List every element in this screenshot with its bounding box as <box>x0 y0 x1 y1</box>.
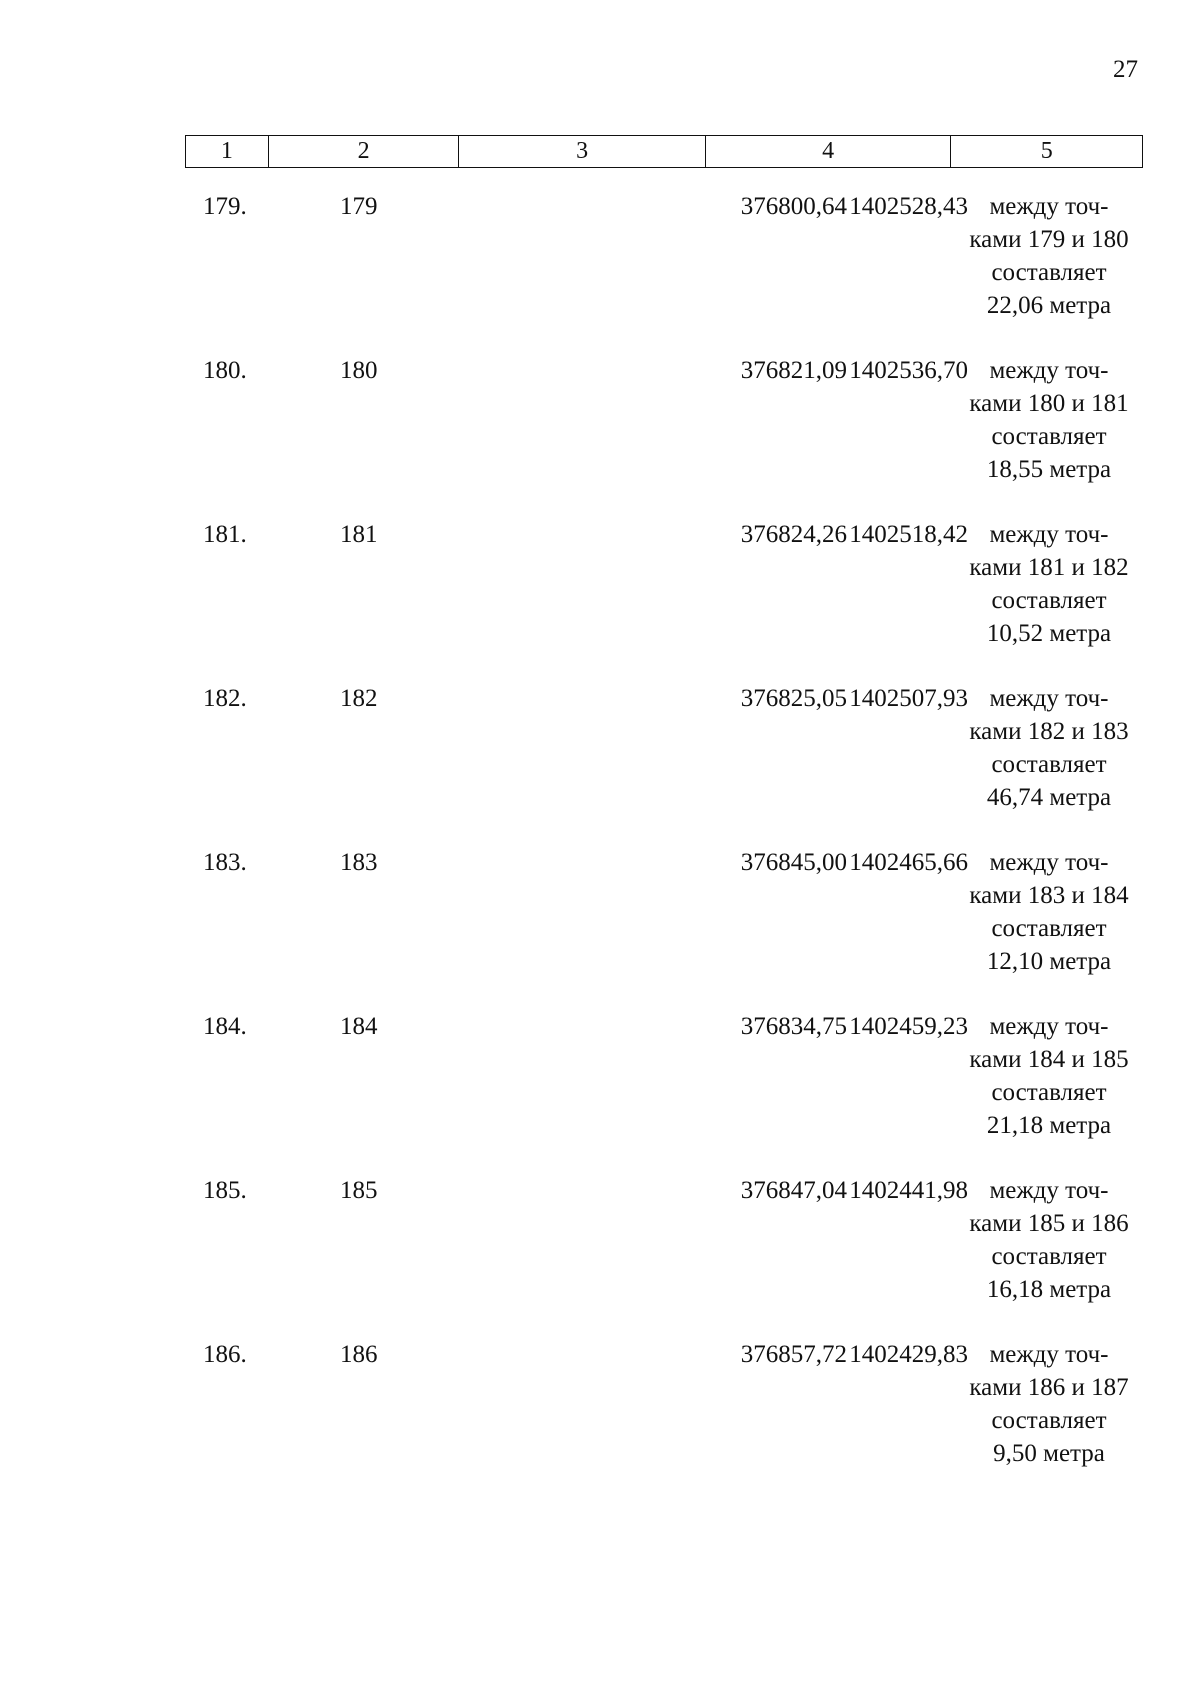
point-id: 181 <box>340 521 378 548</box>
table-row <box>185 846 1143 1010</box>
distance-description-line: составляет <box>991 587 1107 614</box>
distance-description-line: между точ- <box>989 193 1109 220</box>
row-number: 185. <box>203 1177 247 1204</box>
distance-description <box>955 354 1143 486</box>
coordinate-x: 376821,09 <box>740 357 847 384</box>
distance-description-line: между точ- <box>989 521 1109 548</box>
distance-description-line: между точ- <box>989 1013 1109 1040</box>
row-number: 184. <box>203 1013 247 1040</box>
coordinate-x: 376834,75 <box>740 1013 847 1040</box>
header-col-2: 2 <box>269 136 460 167</box>
distance-description-line: ками 181 и 182 <box>969 554 1129 581</box>
distance-description-line: составляет <box>991 915 1107 942</box>
coordinate-y: 1402465,66 <box>849 849 968 876</box>
coordinate-x: 376824,26 <box>740 521 847 548</box>
distance-description-line: 12,10 метра <box>986 948 1112 975</box>
point-id: 186 <box>340 1341 378 1368</box>
table-row <box>185 518 1143 682</box>
page-number: 27 <box>1113 56 1138 83</box>
header-col-5: 5 <box>1040 138 1053 164</box>
distance-description-line: составляет <box>991 1407 1107 1434</box>
distance-description-line: 9,50 метра <box>993 1440 1105 1467</box>
distance-description-line: составляет <box>991 1243 1107 1270</box>
distance-description <box>955 1174 1143 1306</box>
distance-description-line: между точ- <box>989 357 1109 384</box>
distance-description-line: ками 182 и 183 <box>969 718 1129 745</box>
table-row <box>185 1338 1143 1502</box>
coordinate-y: 1402429,83 <box>849 1341 968 1368</box>
table-body <box>185 190 1143 1502</box>
point-id: 180 <box>340 357 378 384</box>
distance-description <box>955 682 1143 814</box>
distance-description <box>955 190 1143 322</box>
header-col-3: 3 <box>459 136 705 167</box>
distance-description-line: 22,06 метра <box>986 292 1112 319</box>
coordinate-x: 376825,05 <box>740 685 847 712</box>
table-row <box>185 190 1143 354</box>
distance-description-line: 16,18 метра <box>986 1276 1112 1303</box>
coordinate-y: 1402441,98 <box>849 1177 968 1204</box>
distance-description-line: составляет <box>991 259 1107 286</box>
point-id: 184 <box>340 1013 378 1040</box>
distance-description-line: ками 184 и 185 <box>969 1046 1129 1073</box>
table-row <box>185 1010 1143 1174</box>
distance-description <box>955 1338 1143 1470</box>
point-id: 182 <box>340 685 378 712</box>
coordinate-y: 1402528,43 <box>849 193 968 220</box>
table-row <box>185 1174 1143 1338</box>
point-id: 179 <box>340 193 378 220</box>
distance-description-line: между точ- <box>989 1341 1109 1368</box>
table-header <box>185 135 1143 168</box>
row-number: 179. <box>203 193 247 220</box>
coordinate-y: 1402536,70 <box>849 357 968 384</box>
row-number: 183. <box>203 849 247 876</box>
distance-description <box>955 846 1143 978</box>
coordinate-x: 376800,64 <box>740 193 847 220</box>
distance-description-line: 21,18 метра <box>986 1112 1112 1139</box>
coordinate-y: 1402507,93 <box>849 685 968 712</box>
row-number: 182. <box>203 685 247 712</box>
coordinate-y: 1402518,42 <box>849 521 968 548</box>
distance-description-line: составляет <box>991 1079 1107 1106</box>
row-number: 181. <box>203 521 247 548</box>
table-row <box>185 682 1143 846</box>
row-number: 186. <box>203 1341 247 1368</box>
distance-description-line: между точ- <box>989 1177 1109 1204</box>
distance-description-line: ками 179 и 180 <box>969 226 1129 253</box>
header-col-4: 4 <box>706 136 951 167</box>
distance-description-line: ками 186 и 187 <box>969 1374 1129 1401</box>
header-col-1: 1 <box>186 136 269 167</box>
coordinate-x: 376845,00 <box>740 849 847 876</box>
distance-description-line: 18,55 метра <box>986 456 1112 483</box>
distance-description-line: ками 183 и 184 <box>969 882 1129 909</box>
distance-description-line: между точ- <box>989 685 1109 712</box>
distance-description-line: 46,74 метра <box>986 784 1112 811</box>
distance-description-line: составляет <box>991 751 1107 778</box>
distance-description-line: между точ- <box>989 849 1109 876</box>
distance-description-line: 10,52 метра <box>986 620 1112 647</box>
table-row <box>185 354 1143 518</box>
distance-description-line: составляет <box>991 423 1107 450</box>
point-id: 185 <box>340 1177 378 1204</box>
coordinate-x: 376847,04 <box>740 1177 847 1204</box>
coordinate-y: 1402459,23 <box>849 1013 968 1040</box>
coordinate-x: 376857,72 <box>740 1341 847 1368</box>
point-id: 183 <box>340 849 378 876</box>
distance-description <box>955 1010 1143 1142</box>
distance-description-line: ками 180 и 181 <box>969 390 1129 417</box>
distance-description-line: ками 185 и 186 <box>969 1210 1129 1237</box>
distance-description <box>955 518 1143 650</box>
row-number: 180. <box>203 357 247 384</box>
